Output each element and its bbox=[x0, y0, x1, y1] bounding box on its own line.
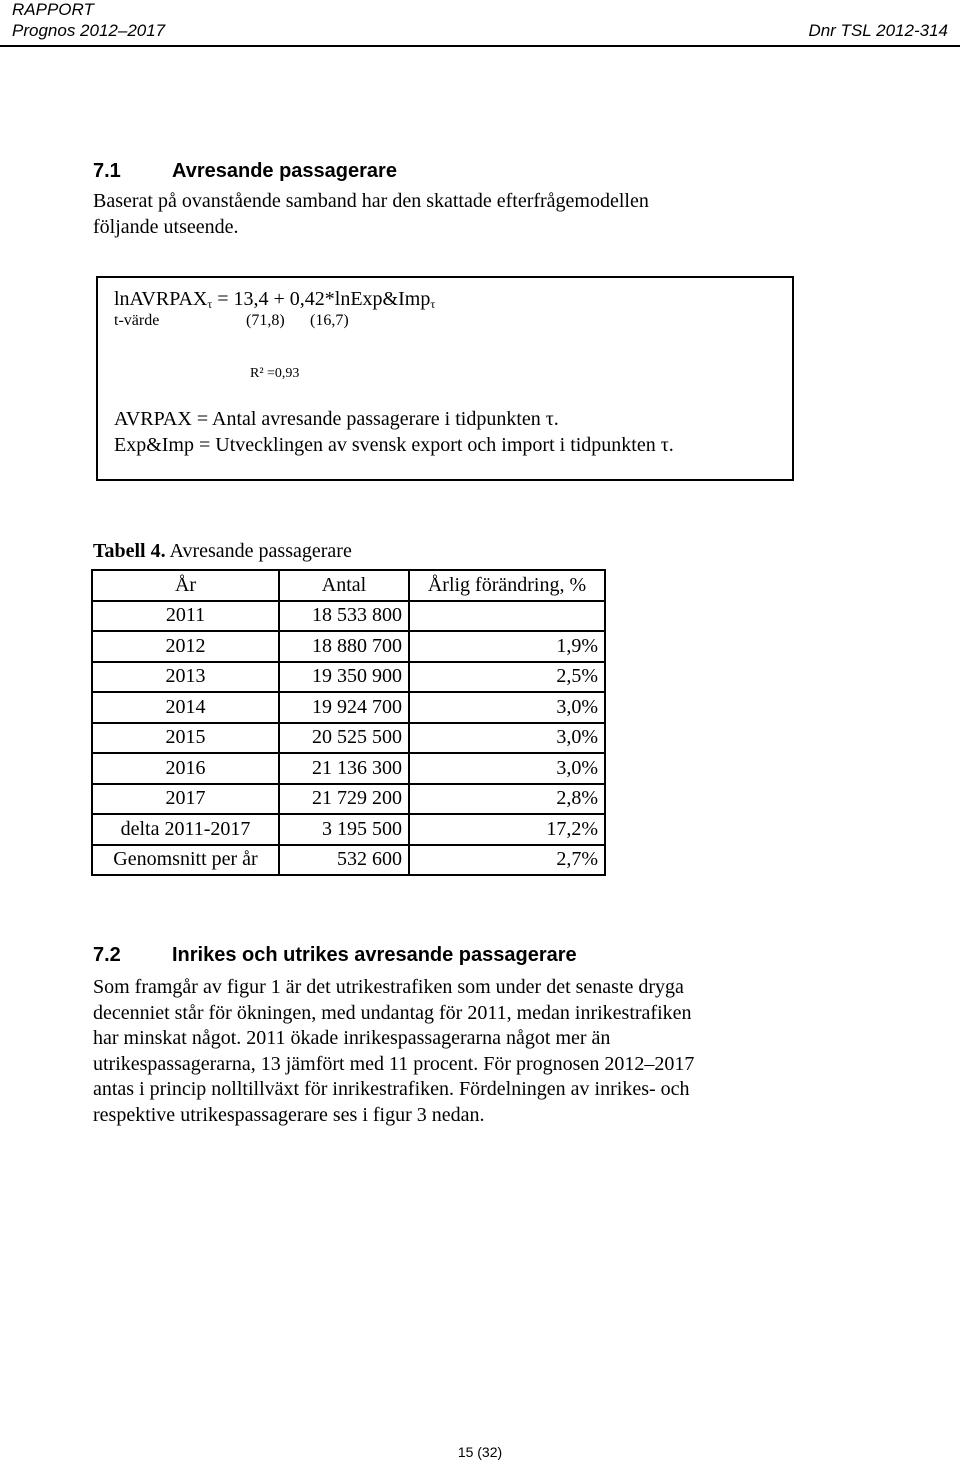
table-row bbox=[92, 692, 605, 723]
document-reference: Dnr TSL 2012-314 bbox=[808, 21, 948, 40]
page-number: 15 (32) bbox=[457, 1444, 503, 1460]
cell-count: 18 533 800 bbox=[279, 601, 409, 632]
table-row bbox=[92, 631, 605, 662]
paragraph-line: utrikespassagerarna, 13 jämfört med 11 procent. För prognosen 2012–2017 bbox=[93, 1052, 695, 1075]
column-header-year: År bbox=[92, 570, 279, 601]
cell-change: 17,2% bbox=[409, 814, 605, 845]
table-header-row bbox=[92, 570, 605, 601]
cell-year: 2012 bbox=[92, 631, 279, 662]
section-7-1-paragraph bbox=[93, 189, 793, 240]
table-caption bbox=[93, 540, 352, 563]
table-caption-label: Tabell 4. bbox=[93, 540, 166, 562]
cell-count: 18 880 700 bbox=[279, 631, 409, 662]
cell-count: 19 350 900 bbox=[279, 662, 409, 693]
cell-year: 2017 bbox=[92, 784, 279, 815]
cell-count: 3 195 500 bbox=[279, 814, 409, 845]
header-divider bbox=[0, 45, 960, 47]
cell-change: 2,7% bbox=[409, 845, 605, 876]
section-number: 7.2 bbox=[93, 944, 121, 966]
table-row bbox=[92, 753, 605, 784]
t-value-coefficient: (16,7) bbox=[310, 312, 349, 329]
section-7-2-paragraph bbox=[93, 975, 793, 1128]
cell-change: 1,9% bbox=[409, 631, 605, 662]
cell-change bbox=[409, 601, 605, 632]
r-squared: R² =0,93 bbox=[250, 366, 300, 381]
paragraph-line: decenniet står för ökningen, med undantag för 2011, medan inrikestrafiken bbox=[93, 1001, 692, 1024]
table-row bbox=[92, 662, 605, 693]
section-number: 7.1 bbox=[93, 160, 121, 182]
regression-equation-box bbox=[96, 276, 794, 481]
section-title: Inrikes och utrikes avresande passagerare bbox=[172, 944, 577, 966]
paragraph-line: Baserat på ovanstående samband har den skattade efterfrågemodellen bbox=[93, 190, 649, 212]
paragraph-line: respektive utrikespassagerare ses i figur 3 nedan. bbox=[93, 1103, 485, 1126]
cell-count: 21 136 300 bbox=[279, 753, 409, 784]
cell-count: 19 924 700 bbox=[279, 692, 409, 723]
paragraph-line: har minskat något. 2011 ökade inrikespassagerarna något mer än bbox=[93, 1027, 611, 1049]
cell-count: 20 525 500 bbox=[279, 723, 409, 754]
table-caption-text: Avresande passagerare bbox=[165, 540, 352, 562]
table-row bbox=[92, 723, 605, 754]
cell-change: 2,8% bbox=[409, 784, 605, 815]
cell-count: 21 729 200 bbox=[279, 784, 409, 815]
departing-passengers-table bbox=[91, 569, 606, 876]
cell-year: 2011 bbox=[92, 601, 279, 632]
paragraph-line: Som framgår av figur 1 är det utrikestrafiken som under det senaste dryga bbox=[93, 976, 684, 998]
cell-year: 2015 bbox=[92, 723, 279, 754]
paragraph-line: följande utseende. bbox=[93, 215, 239, 238]
cell-change: 3,0% bbox=[409, 692, 605, 723]
table-row bbox=[92, 784, 605, 815]
column-header-change: Årlig förändring, % bbox=[409, 570, 605, 601]
cell-year: 2016 bbox=[92, 753, 279, 784]
section-title: Avresande passagerare bbox=[172, 160, 397, 182]
report-type-label: RAPPORT bbox=[12, 0, 94, 19]
table-row bbox=[92, 601, 605, 632]
tau-subscript: τ bbox=[207, 297, 213, 311]
t-value-label: t-värde bbox=[114, 312, 160, 329]
column-header-count: Antal bbox=[279, 570, 409, 601]
definition-avrpax: AVRPAX = Antal avresande passagerare i tidpunkten τ. bbox=[114, 408, 559, 430]
tau-subscript: τ bbox=[430, 297, 436, 311]
cell-change: 2,5% bbox=[409, 662, 605, 693]
section-7-2-heading bbox=[93, 944, 577, 967]
section-7-1-heading bbox=[93, 160, 397, 183]
cell-change: 3,0% bbox=[409, 723, 605, 754]
table-summary-row bbox=[92, 814, 605, 845]
cell-year: Genomsnitt per år bbox=[92, 845, 279, 876]
regression-equation bbox=[114, 288, 435, 312]
equation-rhs: = 13,4 + 0,42*lnExp&Imp bbox=[212, 288, 431, 310]
definition-expimp: Exp&Imp = Utvecklingen av svensk export och import i tidpunkten τ. bbox=[114, 434, 674, 456]
paragraph-line: antas i princip nolltillväxt för inrikestrafiken. Fördelningen av inrikes- och bbox=[93, 1078, 690, 1100]
t-value-intercept: (71,8) bbox=[246, 312, 285, 329]
table-summary-row bbox=[92, 845, 605, 876]
cell-year: 2014 bbox=[92, 692, 279, 723]
cell-change: 3,0% bbox=[409, 753, 605, 784]
cell-year: delta 2011-2017 bbox=[92, 814, 279, 845]
cell-year: 2013 bbox=[92, 662, 279, 693]
t-values-row bbox=[114, 312, 349, 330]
report-subtitle: Prognos 2012–2017 bbox=[12, 21, 166, 40]
cell-count: 532 600 bbox=[279, 845, 409, 876]
equation-lhs: lnAVRPAX bbox=[114, 288, 208, 310]
